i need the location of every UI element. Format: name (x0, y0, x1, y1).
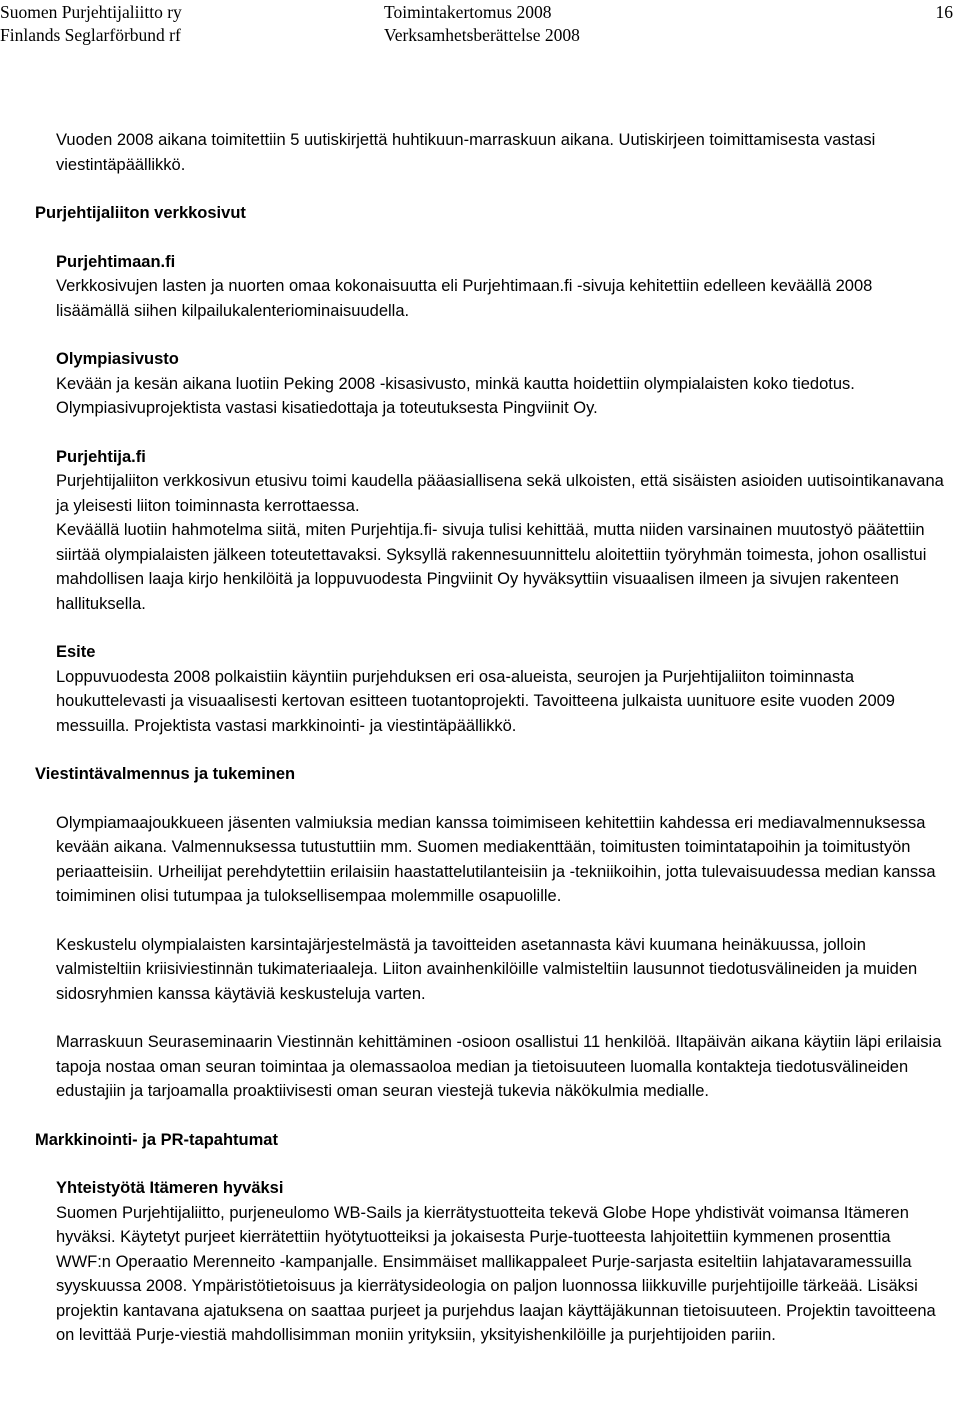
paragraph-valmennus-1: Olympiamaajoukkueen jäsenten valmiuksia median kanssa toimimiseen kehitettiin kahdessa eri mediavalmennuksessa kevään aikana. Valmennuksessa tutustuttiin mm. Suomen mediakenttään, toimitusten toimintatapoihin ja toimitustyön periaatteisiin. Urheilijat perehdytettiin erilaisiin haastattelutilanteisiin ja -tekniikoihin, jotta tulevaisuudessa median kanssa toimiminen olisi tutumpaa ja tuloksellisempaa molemmille osapuolille. (56, 813, 936, 905)
paragraph-purjehtija-1: Purjehtijaliiton verkkosivun etusivu toimi kaudella pääasiallisena sekä ulkoisten, että sisäisten asioiden uutisointikanavana ja yleisesti liiton toiminnasta kerrottaessa. (56, 472, 944, 515)
paragraph-yhteistyo: Suomen Purjehtijaliitto, purjeneulomo WB-Sails ja kierrätystuotteita tekevä Globe Hope yhdistivät voimansa Itämeren hyväksi. Käytetyt purjeet kierrätettiin hyötytuotteiksi ja jokaisesta Purje-tuotteesta lahjoitettiin kymmenen prosenttia WWF:n Operaatio Merenneito -kampanjalle. Ensimmäiset mallikappaleet Purje-sarjasta esiteltiin lahjatavaramessuilla syyskuussa 2008. Ympäristötietoisuus ja kierrätysideologia on paljon luonnossa liikkuville purjehtijoille tärkeää. Lisäksi projektin kantavana ajatuksena on saattaa purjeet ja purjehdus laajan käyttäjäkunnan tietoisuuteen. Projektin tavoitteena on levittää Purje-viestiä mahdollisimman moniin yrityksiin, yksityishenkilöille ja purjehtijoiden pariin. (56, 1203, 936, 1344)
section-heading-markkinointi: Markkinointi- ja PR-tapahtumat (35, 1130, 278, 1149)
header-title-sv: Verksamhetsberättelse 2008 (384, 25, 580, 45)
header-org-sv: Finlands Seglarförbund rf (0, 25, 181, 45)
intro-paragraph: Vuoden 2008 aikana toimitettiin 5 uutiskirjettä huhtikuun-marraskuun aikana. Uutiskirjeen toimittamisesta vastasi viestintäpäällikkö. (56, 131, 876, 174)
document-body (35, 128, 946, 1348)
paragraph-olympiasivusto-1: Kevään ja kesän aikana luotiin Peking 2008 -kisasivusto, minkä kautta hoidettiin olympialaisten koko tiedotus. (56, 374, 855, 393)
section-heading-valmennus: Viestintävalmennus ja tukeminen (35, 765, 296, 783)
header-title-fi: Toimintakertomus 2008 (384, 2, 552, 22)
section-heading-web: Purjehtijaliiton verkkosivut (35, 204, 246, 222)
paragraph-olympiasivusto-2: Olympiasivuprojektista vastasi kisatiedottaja ja toteutuksesta Pingviinit Oy. (56, 399, 598, 417)
page-number: 16 (935, 2, 953, 22)
paragraph-valmennus-2: Keskustelu olympialaisten karsintajärjestelmästä ja tavoitteiden asetannasta kävi kuumana heinäkuussa, jolloin valmisteltiin kriisiviestinnän tukimateriaaleja. Liiton avainhenkilöille valmisteltiin lausunnot tiedotusvälineiden ja muiden sidosryhmien kanssa käytäviä keskusteluja varten. (56, 935, 918, 1003)
paragraph-valmennus-3: Marraskuun Seuraseminaarin Viestinnän kehittäminen -osioon osallistui 11 henkilöä. Iltapäivän aikana käytiin läpi erilaisia tapoja nostaa oman seuran toimintaa ja olemassaoloa median ja tietoisuuteen luomalla kontakteja tiedotusvälineiden edustajiin ja tarjoamalla proaktiivisesti oman seuran viestejä tukevia näkökulmia medialle. (56, 1033, 942, 1100)
header-org-fi: Suomen Purjehtijaliitto ry (0, 2, 182, 22)
paragraph-esite: Loppuvuodesta 2008 polkaistiin käyntiin purjehduksen eri osa-alueista, seurojen ja Purjehtijaliiton toiminnasta houkuttelevasti ja visuaalisesti kertovan esitteen tuotantoprojekti. Tavoitteena julkaista uunituore esite vuoden 2009 messuilla. Projektista vastasi markkinointi- ja viestintäpäällikkö. (56, 667, 895, 735)
subheading-purjehtimaan: Purjehtimaan.fi (56, 252, 176, 271)
subheading-esite: Esite (56, 643, 96, 661)
subheading-yhteistyo: Yhteistyötä Itämeren hyväksi (56, 1179, 284, 1197)
subheading-purjehtija: Purjehtija.fi (56, 447, 146, 466)
paragraph-purjehtija-2: Keväällä luotiin hahmotelma siitä, miten Purjehtija.fi- sivuja tulisi kehittää, mutta niiden varsinainen muutostyö päätettiin siirtää olympialaisten jälkeen toteutettavaksi. Syksyllä rakennesuunnittelu aloitettiin työryhmän toimesta, johon osallistui mahdollisen laaja kirjo henkilöitä ja loppuvuodesta Pingviinit Oy hyväksyttiin visuaalisen ilmeen ja sivujen rakenteen hallituksella. (56, 521, 927, 613)
paragraph-purjehtimaan: Verkkosivujen lasten ja nuorten omaa kokonaisuutta eli Purjehtimaan.fi -sivuja kehitettiin edelleen keväällä 2008 lisäämällä siihen kilpailukalenteriominaisuudella. (56, 277, 873, 320)
subheading-olympiasivusto: Olympiasivusto (56, 350, 179, 368)
page-header (0, 0, 960, 52)
